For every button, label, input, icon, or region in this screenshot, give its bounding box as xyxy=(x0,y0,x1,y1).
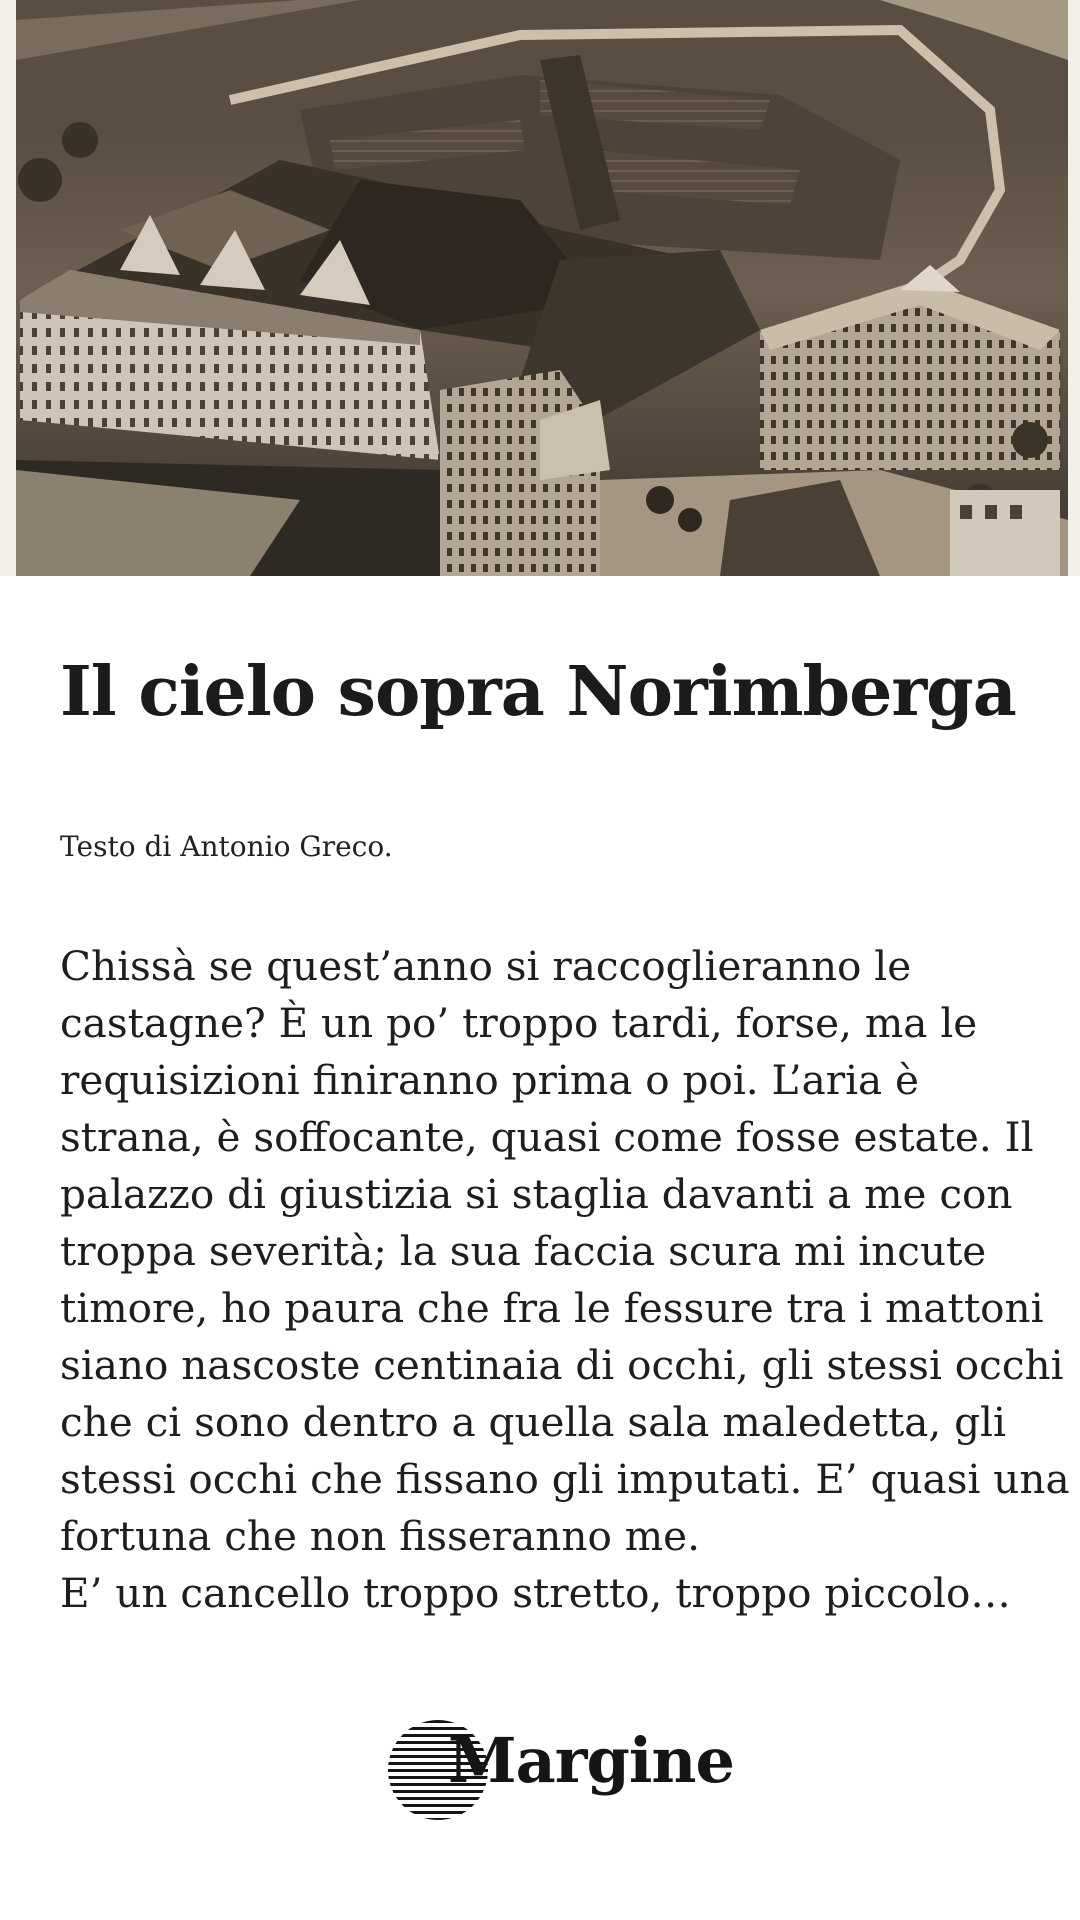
article-body xyxy=(60,938,1070,1622)
author-byline: Testo di Antonio Greco. xyxy=(60,830,393,863)
body-line: stessi occhi che fissano gli imputati. E’ quasi una xyxy=(60,1455,1070,1503)
body-line: E’ un cancello troppo stretto, troppo piccolo… xyxy=(60,1569,1011,1617)
body-line: palazzo di giustizia si staglia davanti a me con xyxy=(60,1170,1013,1218)
hero-photo xyxy=(0,0,1080,576)
body-line: siano nascoste centinaia di occhi, gli stessi occhi xyxy=(60,1341,1064,1389)
brand-logo[interactable] xyxy=(388,1710,734,1828)
body-line: castagne? È un po’ troppo tardi, forse, ma le xyxy=(60,999,978,1047)
body-line: Chissà se quest’anno si raccoglieranno le xyxy=(60,942,912,990)
body-line: che ci sono dentro a quella sala maledetta, gli xyxy=(60,1398,1006,1446)
body-line: strana, è soffocante, quasi come fosse estate. Il xyxy=(60,1113,1034,1161)
body-line: timore, ho paura che fra le fessure tra i mattoni xyxy=(60,1284,1044,1332)
body-line: requisizioni finiranno prima o poi. L’aria è xyxy=(60,1056,920,1104)
body-line: troppa severità; la sua faccia scura mi incute xyxy=(60,1227,987,1275)
aerial-photo-icon xyxy=(0,0,1080,576)
brand-name: Margine xyxy=(448,1724,734,1797)
body-line: fortuna che non fisseranno me. xyxy=(60,1512,700,1560)
page-title: Il cielo sopra Norimberga xyxy=(60,652,1016,732)
